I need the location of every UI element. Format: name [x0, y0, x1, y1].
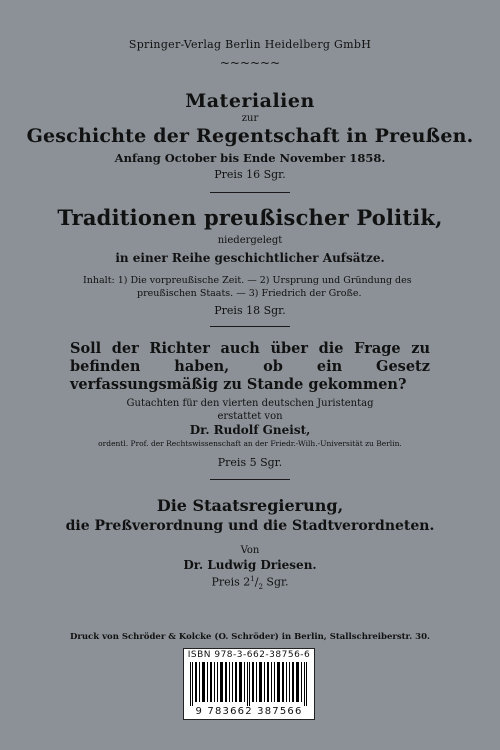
isbn-label: ISBN 978-3-662-38756-6 — [187, 650, 311, 660]
barcode-digits: 9 783662 387566 — [195, 706, 303, 717]
book4-price: Preis $2^1/_2$ Sgr. — [211, 575, 289, 591]
printer-imprint: Druck von Schröder & Kolcke (O. Schröder) in Berlin, Stallschreiberstr. 30. — [70, 632, 430, 642]
book1-price: Preis 16 Sgr. — [214, 168, 286, 181]
divider-rule — [210, 479, 290, 480]
book3-author: Dr. Rudolf Gneist, — [189, 423, 311, 437]
book2-title: Traditionen preußischer Politik, — [57, 205, 443, 230]
book2-contents — [83, 274, 423, 300]
book1-subtitle: Anfang October bis Ende November 1858. — [114, 151, 386, 165]
book4-title-line2: die Preßverordnung und die Stadtverordneten. — [65, 518, 435, 534]
book4-author: Dr. Ludwig Driesen. — [183, 558, 317, 572]
book2-contents-line2: preußischen Staats. — 3) Friedrich der Große. — [137, 288, 362, 299]
divider-rule — [210, 326, 290, 327]
book2-niedergelegt: niedergelegt — [217, 235, 283, 246]
ornament-divider: ~~~~~~ — [219, 56, 281, 70]
book3-erstattet: erstattet von — [217, 411, 283, 422]
book2-price: Preis 18 Sgr. — [214, 304, 286, 317]
book4-price-frac-num: 1 — [250, 575, 255, 583]
book4-price-suffix: Sgr. — [262, 575, 289, 589]
book2-subtitle: in einer Reihe geschichtlicher Aufsätze. — [115, 251, 385, 265]
book3-price: Preis 5 Sgr. — [217, 456, 283, 469]
book3-affiliation: ordentl. Prof. der Rechtswissenschaft an der Friedr.-Wilh.-Universität zu Berlin. — [98, 439, 402, 448]
book4-price-prefix: Preis 2 — [211, 575, 251, 589]
book4-von: Von — [240, 545, 260, 556]
isbn-barcode-box — [183, 648, 315, 720]
book3-gutachten: Gutachten für den vierten deutschen Juristentag — [126, 398, 374, 409]
book1-title-line2: Geschichte der Regentschaft in Preußen. — [26, 125, 474, 147]
publisher-line: Springer-Verlag Berlin Heidelberg GmbH — [128, 38, 372, 51]
book4-price-frac-den: 2 — [258, 582, 263, 591]
book3-title: Soll der Richter auch über die Frage zu befinden haben, ob ein Gesetz verfassungsmäßig zu Stande gekommen? — [70, 340, 430, 393]
book4-title-line1: Die Staatsregierung, — [156, 496, 344, 515]
divider-rule — [210, 192, 290, 193]
barcode-icon — [188, 662, 310, 706]
book1-zur: zur — [241, 113, 259, 124]
book2-contents-line1: Inhalt: 1) Die vorpreußische Zeit. — 2) Ursprung und Gründung des — [83, 275, 412, 286]
book1-title-line1: Materialien — [185, 90, 315, 112]
